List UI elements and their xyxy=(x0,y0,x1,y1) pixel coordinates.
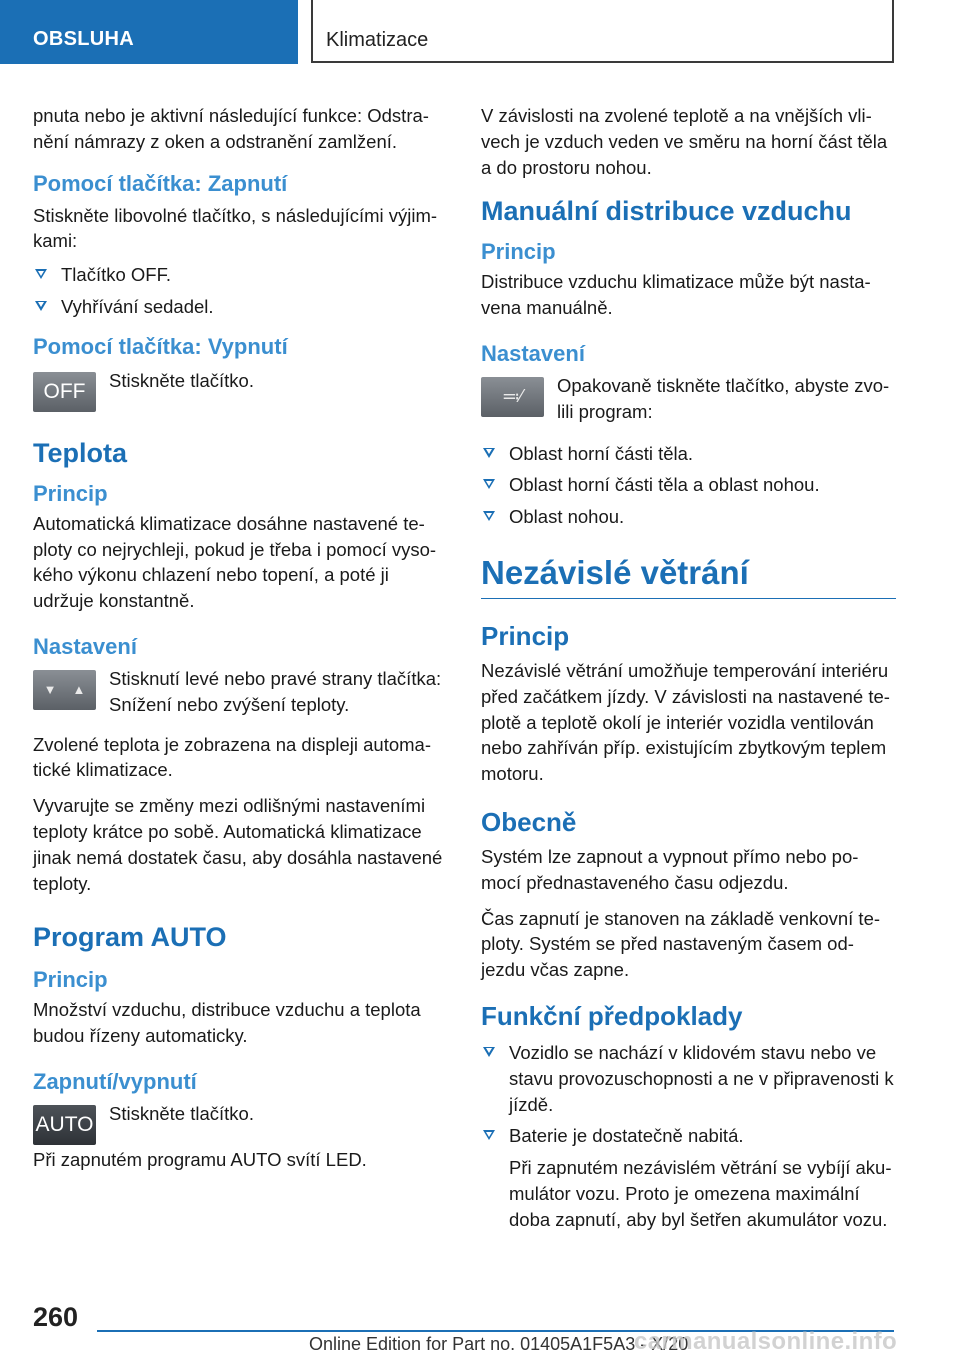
off-instruction: OFF Stiskněte tlačítko. xyxy=(33,368,448,412)
auto-instruction: AUTO Stiskněte tlačítko. xyxy=(33,1101,448,1145)
off-button-icon: OFF xyxy=(33,372,96,412)
arrow-up-icon: ▲ xyxy=(72,682,86,698)
air-distribution-button-icon: ≕⁄ xyxy=(481,377,544,417)
bullet-triangle-icon xyxy=(483,511,495,521)
paragraph: Stiskněte libovolné tlačítko, s následujícími výjim‐ kami: xyxy=(33,204,438,252)
chapter-header xyxy=(311,0,894,63)
list-item: Tlačítko OFF. xyxy=(33,262,448,288)
bullet-triangle-icon xyxy=(483,1047,495,1057)
section-title: OBSLUHA xyxy=(33,28,134,50)
chapter-title: Klimatizace xyxy=(326,29,429,51)
left-column xyxy=(33,103,448,1183)
heading-on: Pomocí tlačítka: Zapnutí xyxy=(33,170,288,196)
page-number: 260 xyxy=(33,1302,79,1332)
heading-settings: Nastavení xyxy=(481,340,585,366)
arrow-down-icon: ▼ xyxy=(43,682,57,698)
distribution-instruction: ≕⁄ Opakovaně tiskněte tlačítko, abyste zvo‐ lili program: xyxy=(481,373,896,429)
heading-settings: Nastavení xyxy=(33,633,137,659)
list-item: Vozidlo se nachází v klidovém stavu nebo ve stavu provozuschopnosti a ne v připravenosti k jízdě. xyxy=(481,1040,896,1117)
heading-independent-ventilation: Nezávislé větrání xyxy=(481,554,896,599)
paragraph: Množství vzduchu, distribuce vzduchu a teplota budou řízeny automaticky. xyxy=(33,999,421,1047)
temp-instruction: ▼ ▲ Stisknutí levé nebo pravé strany tlačítka: Snížení nebo zvýšení teploty. xyxy=(33,666,448,722)
right-column xyxy=(481,103,896,1239)
heading-princip: Princip xyxy=(481,239,556,265)
edition-text: Online Edition for Part no. 01405A1F5A3 - X/20 xyxy=(309,1334,689,1354)
bullet-triangle-icon xyxy=(483,448,495,458)
list-item: Oblast horní části těla a oblast nohou. xyxy=(481,472,896,498)
heading-temperature: Teplota xyxy=(33,437,127,468)
list-distribution-programs xyxy=(481,441,896,530)
paragraph: Automatická klimatizace dosáhne nastavené te‐ ploty co nejrychleji, pokud je třeba i pomocí vyso‐ kého výkonu chlazení nebo topení, a poté ji udržuje konstantně. xyxy=(33,512,437,612)
temp-rocker-button-icon xyxy=(33,670,96,710)
paragraph: V závislosti na zvolené teplotě a na vnějších vli‐ vech je vzduch veden ve směru na horní část těla a do prostoru nohou. xyxy=(481,105,888,178)
paragraph: Čas zapnutí je stanoven na základě venkovní te‐ ploty. Systém se před nastaveným časem od‐ jezdu včas zapne. xyxy=(481,907,881,981)
heading-manual-distribution: Manuální distribuce vzduchu xyxy=(481,196,852,227)
bullet-triangle-icon xyxy=(483,479,495,489)
list-on-exceptions xyxy=(33,262,448,320)
list-item: Vyhřívání sedadel. xyxy=(33,294,448,320)
bullet-triangle-icon xyxy=(483,1130,495,1140)
list-item: Oblast horní části těla. xyxy=(481,441,896,467)
paragraph: Systém lze zapnout a vypnout přímo nebo po‐ mocí přednastaveného času odjezdu. xyxy=(481,845,859,893)
list-requirements xyxy=(481,1040,896,1233)
paragraph: Nezávislé větrání umožňuje temperování interiéru před začátkem jízdy. V závislosti na nastavené te‐ plotě a teplotě okolí je interiér vozidla ventilován nebo zahříván příp. existujícím zbytkovým teplem motoru. xyxy=(481,659,890,785)
list-item: Baterie je dostatečně nabitá. Při zapnutém nezávislém větrání se vybíjí aku‐ mulátor vozu. Proto je omezena maximální doba zapnutí, aby byl šetřen akumulátor vozu. xyxy=(481,1123,896,1232)
heading-onoff: Zapnutí/vypnutí xyxy=(33,1068,197,1094)
heading-princip: Princip xyxy=(33,967,108,993)
paragraph: Zvolené teplota je zobrazena na displeji automa‐ tické klimatizace. xyxy=(33,733,431,781)
list-item: Oblast nohou. xyxy=(481,504,896,530)
heading-princip: Princip xyxy=(33,480,108,506)
heading-off: Pomocí tlačítka: Vypnutí xyxy=(33,333,288,359)
heading-general: Obecně xyxy=(481,806,577,837)
bullet-triangle-icon xyxy=(35,301,47,311)
heading-program-auto: Program AUTO xyxy=(33,922,227,953)
section-tab xyxy=(0,0,298,64)
list-item-note: Při zapnutém nezávislém větrání se vybíjí aku‐ mulátor vozu. Proto je omezena maximální doba zapnutí, aby byl šetřen akumulátor vozu. xyxy=(509,1157,892,1230)
heading-requirements: Funkční předpoklady xyxy=(481,1000,743,1031)
watermark: carmanualsonline.info xyxy=(634,1328,898,1355)
paragraph: Při zapnutém programu AUTO svítí LED. xyxy=(33,1148,367,1170)
auto-button-icon: AUTO xyxy=(33,1105,96,1145)
paragraph: pnuta nebo je aktivní následující funkce: Odstra‐ nění námrazy z oken a odstranění zamlžení. xyxy=(33,105,429,152)
paragraph: Vyvarujte se změny mezi odlišnými nastaveními teploty krátce po sobě. Automatická klimatizace jinak nemá dostatek času, aby dosáhla nastavené teploty. xyxy=(33,795,443,894)
heading-princip: Princip xyxy=(481,620,570,651)
paragraph: Distribuce vzduchu klimatizace může být nasta‐ vena manuálně. xyxy=(481,271,871,319)
bullet-triangle-icon xyxy=(35,269,47,279)
